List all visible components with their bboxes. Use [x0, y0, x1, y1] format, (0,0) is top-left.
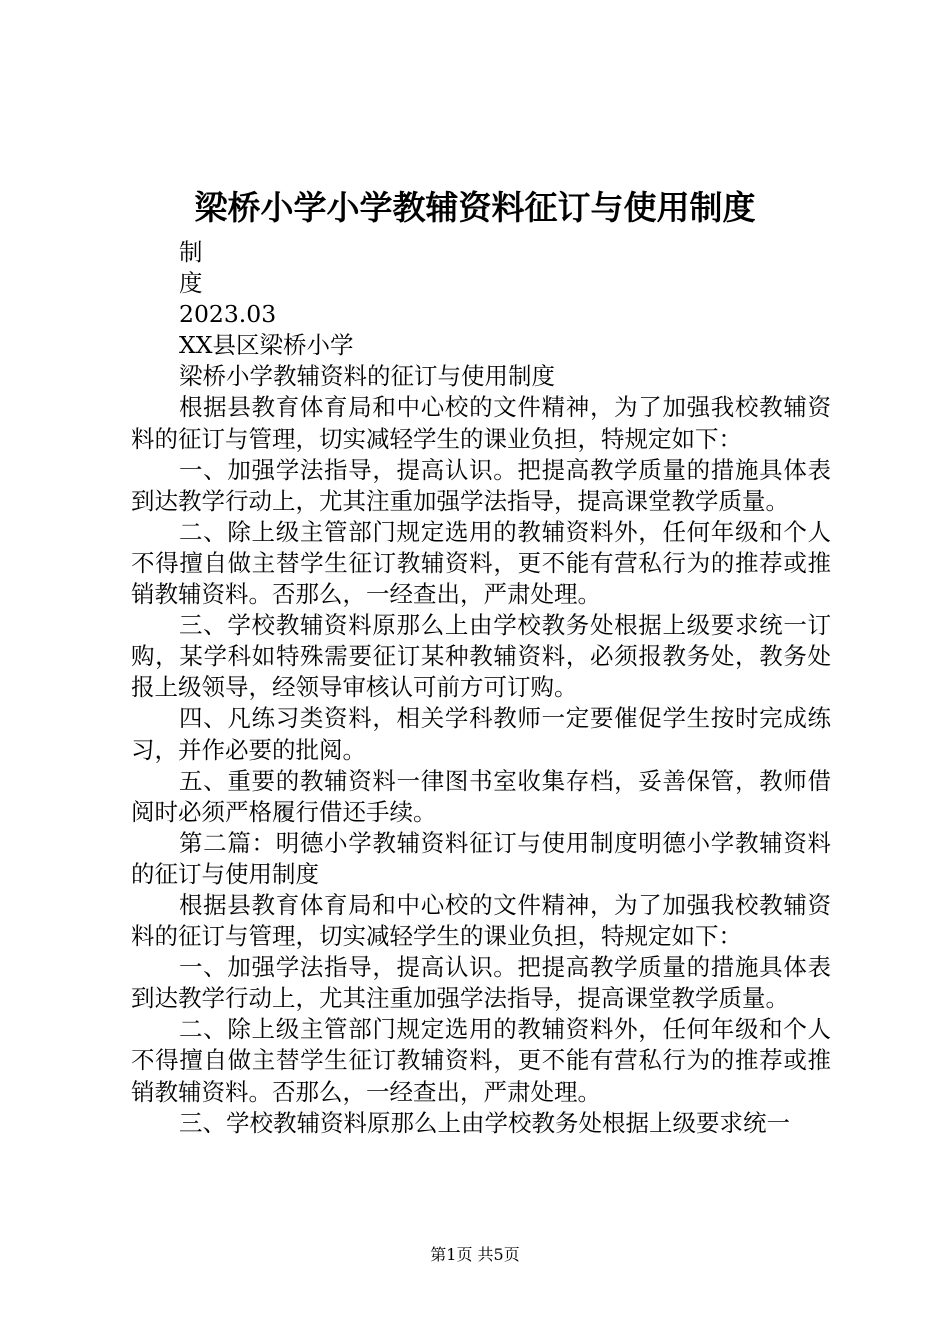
- paragraph: 根据县教育体育局和中心校的文件精神，为了加强我校教辅资料的征订与管理，切实减轻学生的课业负担，特规定如下：: [131, 890, 831, 951]
- paragraph: 一、加强学法指导，提高认识。把提高教学质量的措施具体表到达教学行动上，尤其注重加强学法指导，提高课堂教学质量。: [131, 455, 831, 515]
- document-title: 梁桥小学小学教辅资料征订与使用制度: [194, 188, 756, 227]
- paragraph: 三、学校教辅资料原那么上由学校教务处根据上级要求统一: [179, 1108, 790, 1137]
- meta-subtitle: 梁桥小学教辅资料的征订与使用制度: [179, 362, 555, 391]
- meta-line: 度: [179, 269, 203, 298]
- paragraph: 三、学校教辅资料原那么上由学校教务处根据上级要求统一订购，某学科如特殊需要征订某种教辅资料，必须报教务处，教务处报上级领导，经领导审核认可前方可订购。: [131, 611, 831, 702]
- meta-school: XX县区梁桥小学: [179, 331, 354, 360]
- paragraph: 四、凡练习类资料，相关学科教师一定要催促学生按时完成练习，并作必要的批阅。: [131, 704, 831, 764]
- document-body: [131, 237, 831, 1139]
- page-number-footer: 第1页 共5页: [430, 1245, 520, 1264]
- paragraph: 五、重要的教辅资料一律图书室收集存档，妥善保管，教师借阅时必须严格履行借还手续。: [131, 766, 831, 826]
- paragraph: 二、除上级主管部门规定选用的教辅资料外，任何年级和个人不得擅自做主替学生征订教辅资料，更不能有营私行为的推荐或推销教辅资料。否那么，一经查出，严肃处理。: [131, 517, 831, 609]
- paragraph: 根据县教育体育局和中心校的文件精神，为了加强我校教辅资料的征订与管理，切实减轻学生的课业负担，特规定如下：: [131, 393, 831, 453]
- meta-date: 2023.03: [179, 300, 277, 329]
- meta-line: 制: [179, 238, 203, 266]
- paragraph: 一、加强学法指导，提高认识。把提高教学质量的措施具体表到达教学行动上，尤其注重加强学法指导，提高课堂教学质量。: [131, 953, 831, 1013]
- paragraph: 第二篇：明德小学教辅资料征订与使用制度明德小学教辅资料的征订与使用制度: [131, 828, 831, 888]
- paragraph: 二、除上级主管部门规定选用的教辅资料外，任何年级和个人不得擅自做主替学生征订教辅资料，更不能有营私行为的推荐或推销教辅资料。否那么，一经查出，严肃处理。: [131, 1015, 831, 1106]
